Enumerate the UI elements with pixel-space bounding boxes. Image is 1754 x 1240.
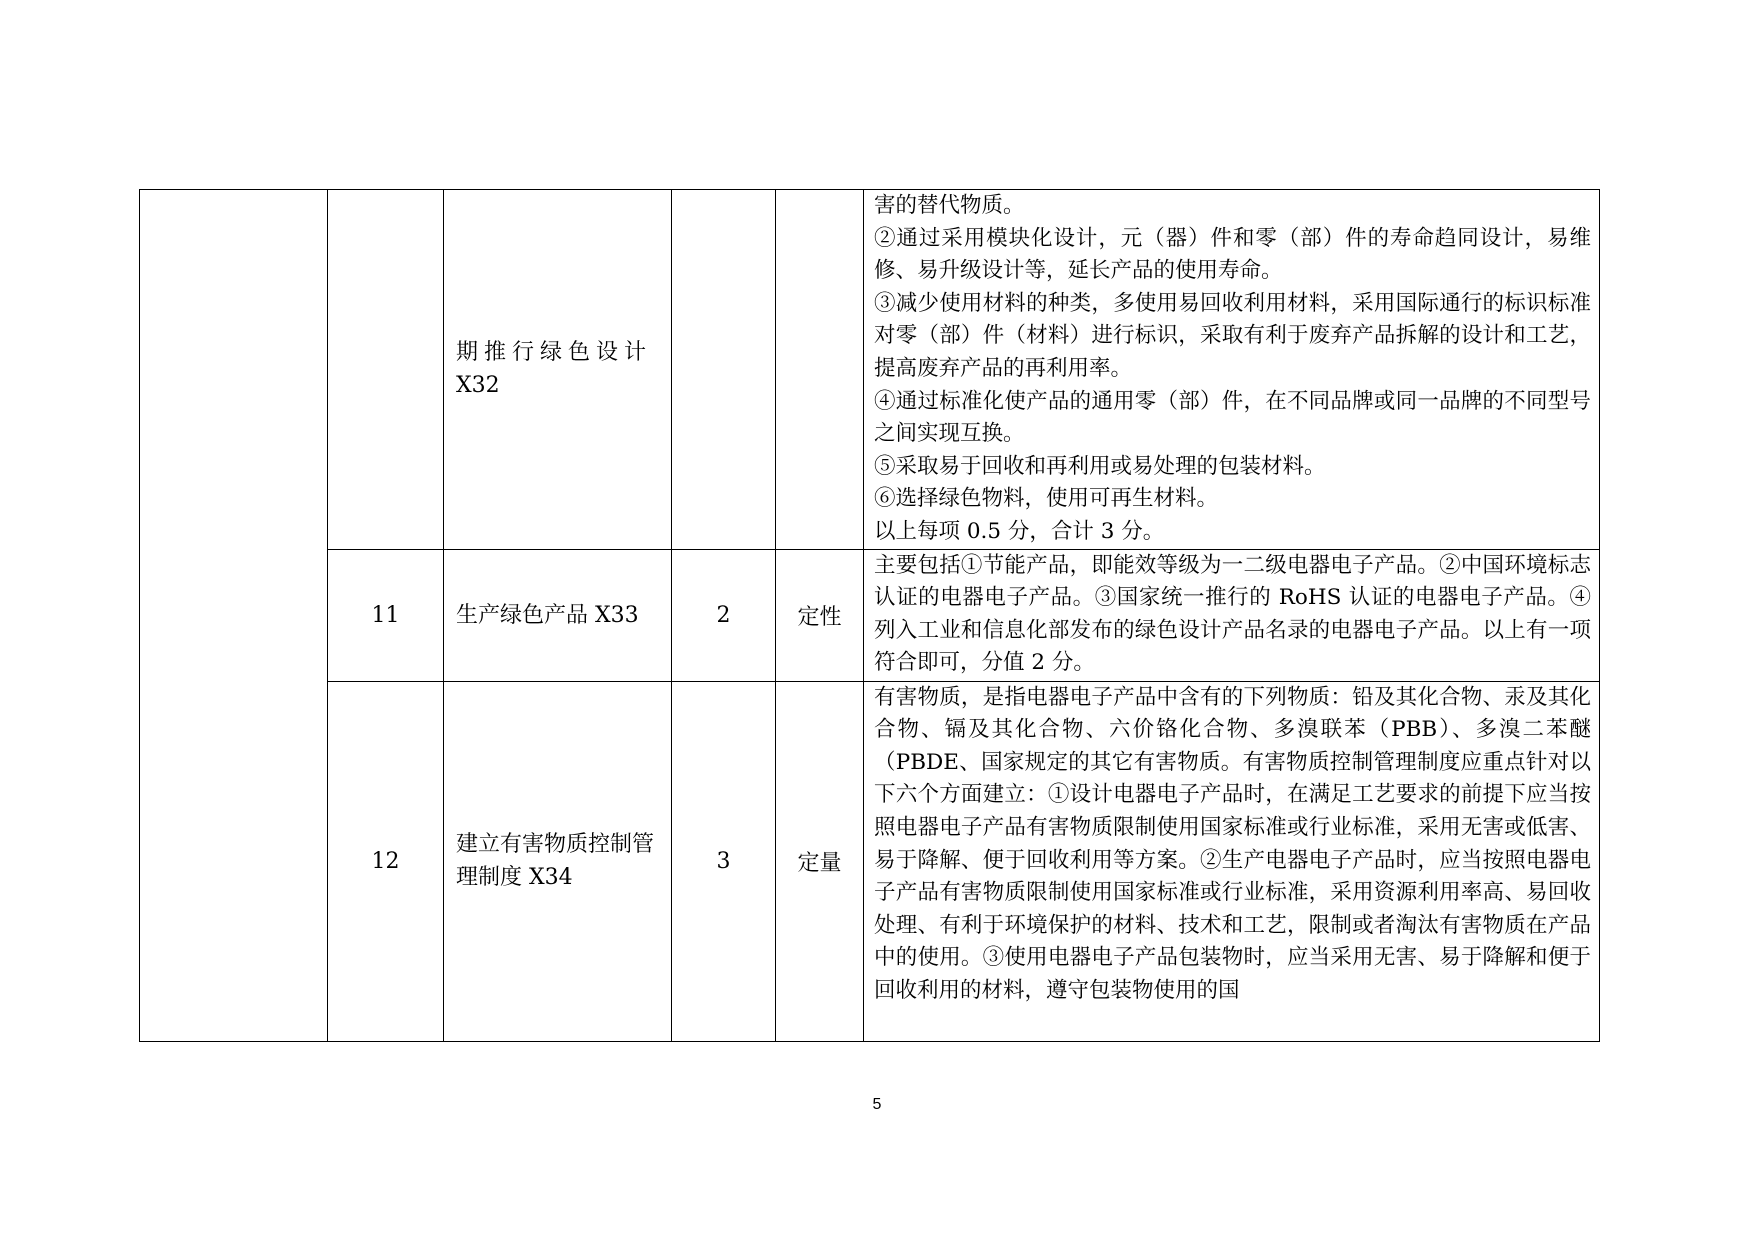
item-name-cell [444,190,672,550]
description-line: ②通过采用模块化设计，元（器）件和零（部）件的寿命趋同设计，易维修、易升级设计等，延长产品的使用寿命。 [874,225,1591,284]
index-cell: 12 [328,681,444,1041]
criteria-table [139,189,1600,1042]
description-line: ④通过标准化使产品的通用零（部）件，在不同品牌或同一品牌的不同型号之间实现互换。 [874,388,1591,447]
category-cell [140,190,328,1042]
description-cell [864,190,1600,550]
description-line: 主要包括①节能产品，即能效等级为一二级电器电子产品。②中国环境标志认证的电器电子产品。③国家统一推行的 RoHS 认证的电器电子产品。④列入工业和信息化部发布的绿色设计产品名录的电器电子产品。以上有一项符合即可，分值 2 分。 [874,552,1591,676]
type-cell [776,190,864,550]
item-name-cell: 生产绿色产品 X33 [444,549,672,681]
item-name-code: X32 [456,373,500,399]
index-cell: 11 [328,549,444,681]
description-line: 有害物质，是指电器电子产品中含有的下列物质：铅及其化合物、汞及其化合物、镉及其化合物、六价铬化合物、多溴联苯（PBB）、多溴二苯醚（PBDE、国家规定的其它有害物质。有害物质控制管理制度应重点针对以下六个方面建立：①设计电器电子产品时，在满足工艺要求的前提下应当按照电器电子产品有害物质限制使用国家标准或行业标准，采用无害或低害、易于降解、便于回收利用等方案。②生产电器电子产品时，应当按照电器电子产品有害物质限制使用国家标准或行业标准，采用资源利用率高、易回收处理、有利于环境保护的材料、技术和工艺，限制或者淘汰有害物质在产品中的使用。③使用电器电子产品包装物时，应当采用无害、易于降解和便于回收利用的材料，遵守包装物使用的国 [874,684,1591,1003]
description-line: ⑥选择绿色物料，使用可再生材料。 [874,486,1219,512]
score-cell: 2 [672,549,776,681]
table-row [140,190,1600,550]
item-name-cell: 建立有害物质控制管理制度 X34 [444,681,672,1041]
type-cell: 定量 [776,681,864,1041]
table-row [140,681,1600,1041]
table-row [140,549,1600,681]
description-line: ③减少使用材料的种类，多使用易回收利用材料，采用国际通行的标识标准对零（部）件（材料）进行标识，采取有利于废弃产品拆解的设计和工艺，提高废弃产品的再利用率。 [874,290,1591,381]
score-cell: 3 [672,681,776,1041]
item-name-line: 期推行绿色设计 [456,340,653,366]
score-cell [672,190,776,550]
description-cell [864,549,1600,681]
page-number: 5 [872,1096,882,1113]
description-line: ⑤采取易于回收和再利用或易处理的包装材料。 [874,453,1326,479]
description-line: 害的替代物质。 [874,193,1025,218]
index-cell [328,190,444,550]
description-line: 以上每项 0.5 分，合计 3 分。 [874,518,1165,544]
description-cell [864,681,1600,1041]
type-cell: 定性 [776,549,864,681]
